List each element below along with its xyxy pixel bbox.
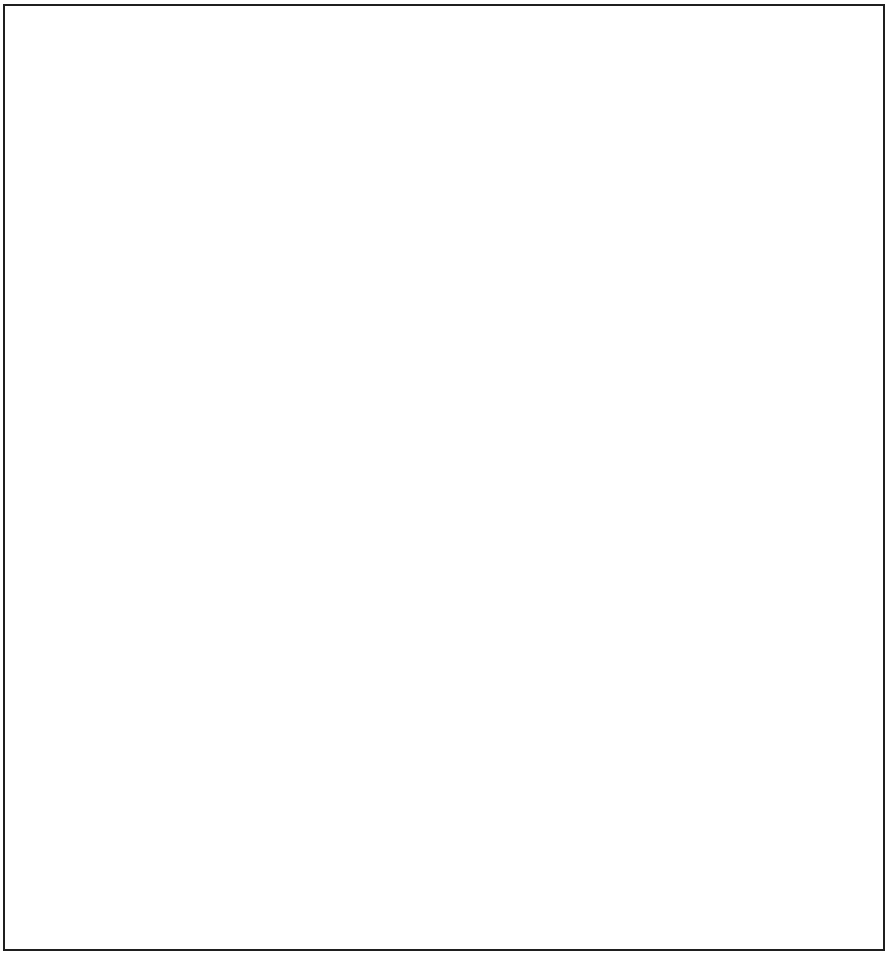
page-title: [96, 134, 781, 171]
bottom-left-leaf-fan-illustration: [0, 700, 500, 957]
bottom-right-grass-illustration: [470, 690, 888, 957]
page-content: [96, 0, 781, 189]
